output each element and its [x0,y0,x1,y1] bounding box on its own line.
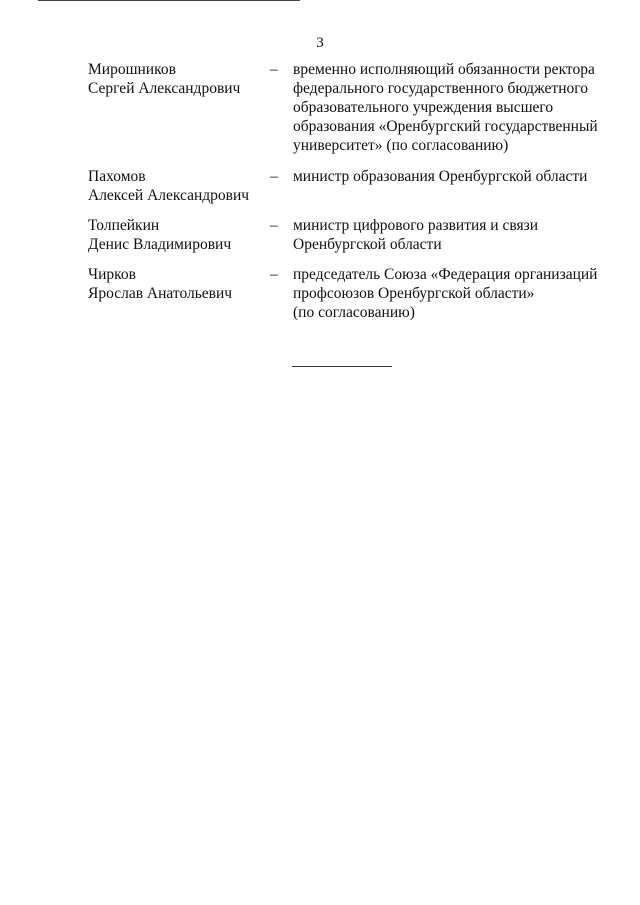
position-line: образования «Оренбургский государственный [293,118,598,135]
entry-dash: – [270,61,278,78]
member-given-names: Сергей Александрович [88,80,241,97]
member-name [88,216,268,254]
position-line: временно исполняющий обязанности ректора [293,61,595,78]
member-name [88,167,268,205]
member-entry [0,265,640,335]
position-line: федерального государственного бюджетного [293,80,588,97]
member-entry [0,167,640,216]
closing-rule [292,366,392,367]
member-position [293,167,608,186]
member-given-names: Ярослав Анатольевич [88,285,233,302]
page-number: 3 [316,35,324,51]
entry-dash: – [270,266,278,283]
position-line: университет» (по согласованию) [293,137,509,154]
top-rule [38,0,300,1]
member-entry [0,60,640,167]
position-line: образовательного учреждения высшего [293,99,554,116]
member-position [293,60,608,155]
member-position [293,216,608,254]
member-given-names: Денис Владимирович [88,236,232,253]
entry-dash: – [270,168,278,185]
position-line: председатель Союза «Федерация организаций [293,266,598,283]
member-list [0,60,640,335]
position-line: министр образования Оренбургской области [293,168,588,185]
member-surname: Чирков [88,266,136,283]
member-surname: Толпейкин [88,217,160,234]
position-line: министр цифрового развития и связи [293,217,539,234]
entry-dash: – [270,217,278,234]
member-name [88,265,268,303]
member-name [88,60,268,98]
member-given-names: Алексей Александрович [88,187,250,204]
member-entry [0,216,640,265]
member-surname: Пахомов [88,168,146,185]
position-line: профсоюзов Оренбургской области» [293,285,535,302]
member-position [293,265,608,322]
position-line: (по согласованию) [293,304,415,321]
position-line: Оренбургской области [293,236,442,253]
member-surname: Мирошников [88,61,176,78]
